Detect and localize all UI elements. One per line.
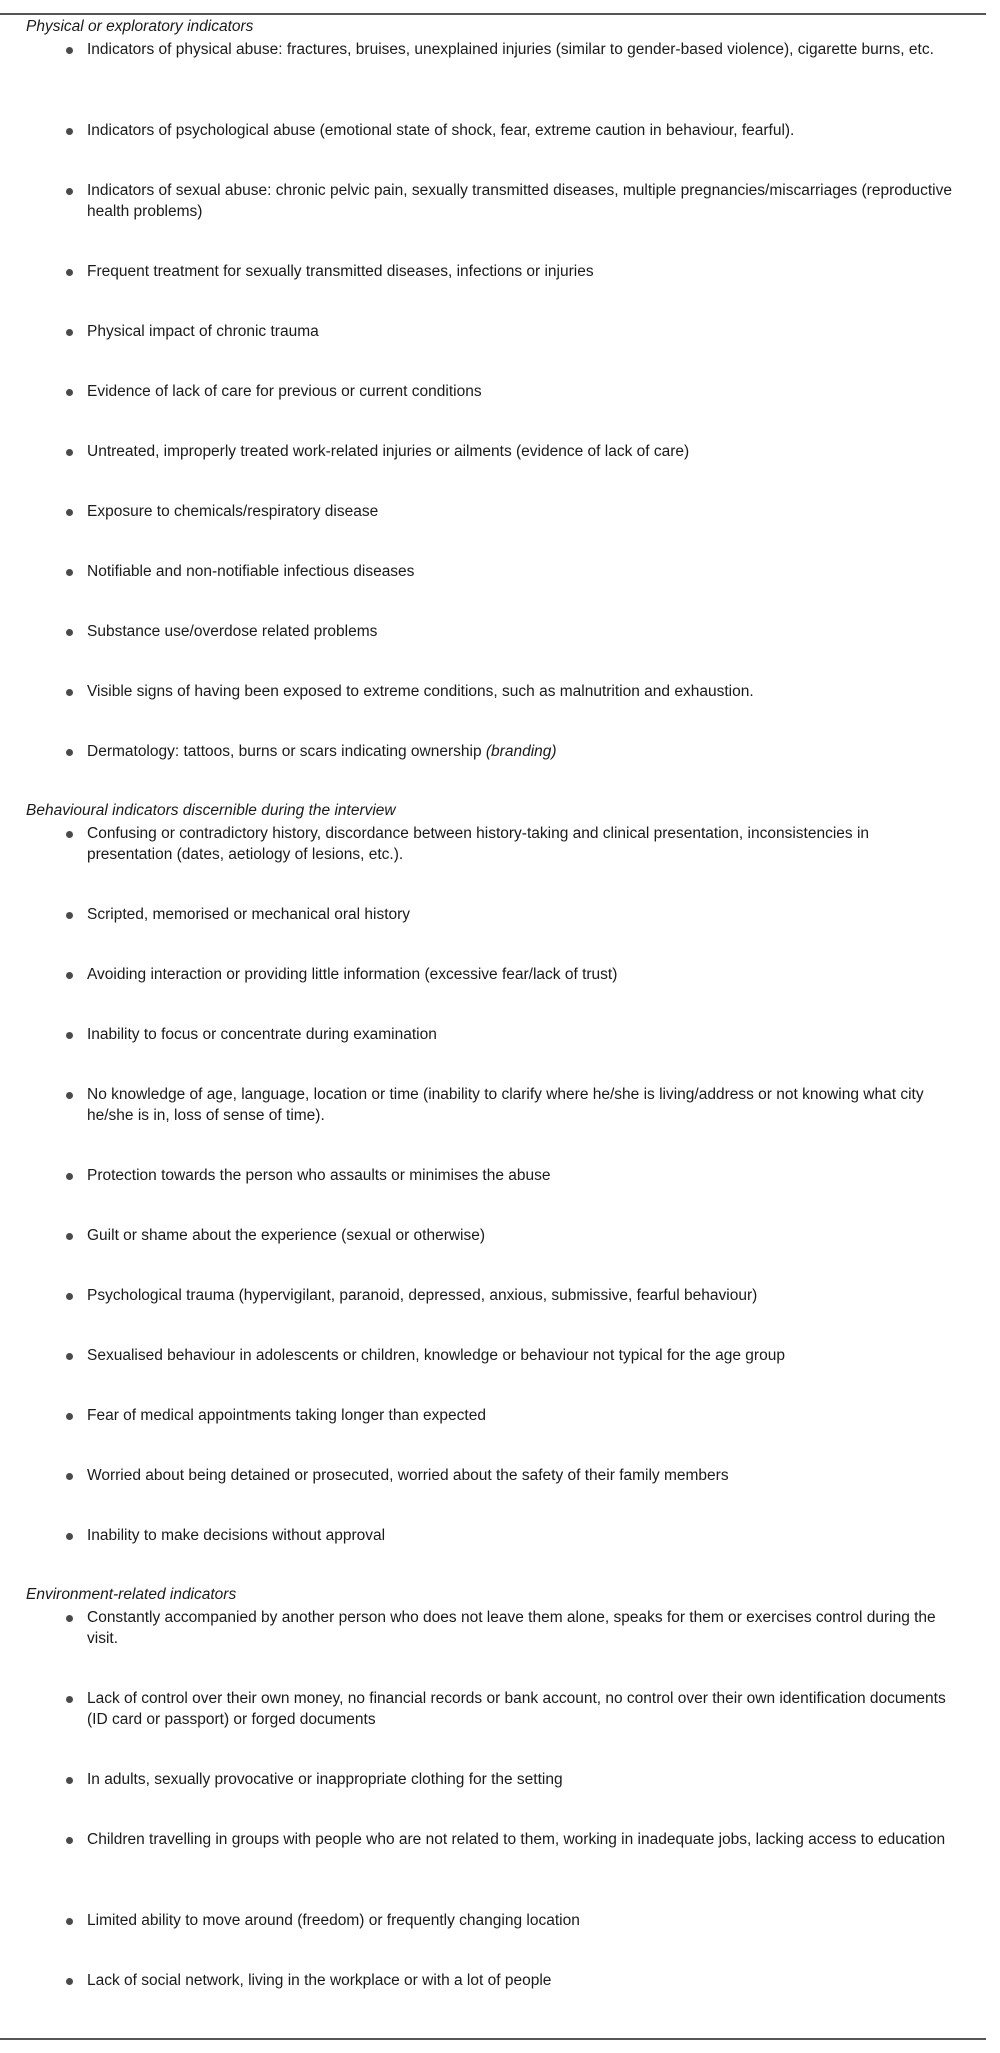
bullet-icon (66, 689, 73, 696)
bullet-icon (66, 1918, 73, 1925)
bullet-icon (66, 1233, 73, 1240)
bullet-icon (66, 1473, 73, 1480)
branding-emphasis: (branding) (485, 743, 557, 760)
bullet-icon (66, 912, 73, 919)
bullet-icon (66, 1615, 73, 1622)
bullet-icon (66, 1777, 73, 1784)
bottom-rule (0, 2038, 986, 2040)
bullet-icon (66, 1293, 73, 1300)
bullet-icon (66, 1837, 73, 1844)
bullet-icon (66, 47, 73, 54)
bullet-icon (66, 329, 73, 336)
bullet-icon (66, 831, 73, 838)
bullet-icon (66, 1978, 73, 1985)
bullet-icon (66, 569, 73, 576)
bullet-icon (66, 1092, 73, 1099)
bullet-icon (66, 1533, 73, 1540)
bullet-icon (66, 128, 73, 135)
bullet-icon (66, 1353, 73, 1360)
bullet-icon (66, 972, 73, 979)
bullet-icon (66, 449, 73, 456)
section-heading-behavioural: Behavioural indicators discernible during the interview (26, 802, 396, 819)
section-heading-environment: Environment-related indicators (26, 1586, 237, 1603)
bullet-icon (66, 1696, 73, 1703)
bullet-icon (66, 389, 73, 396)
bullet-icon (66, 749, 73, 756)
bullet-icon (66, 509, 73, 516)
bullet-icon (66, 188, 73, 195)
bullet-icon (66, 629, 73, 636)
bullet-icon (66, 1173, 73, 1180)
section-heading-physical: Physical or exploratory indicators (26, 18, 254, 35)
bullet-icon (66, 269, 73, 276)
bullet-icon (66, 1032, 73, 1039)
top-rule (0, 13, 986, 15)
bullet-icon (66, 1413, 73, 1420)
